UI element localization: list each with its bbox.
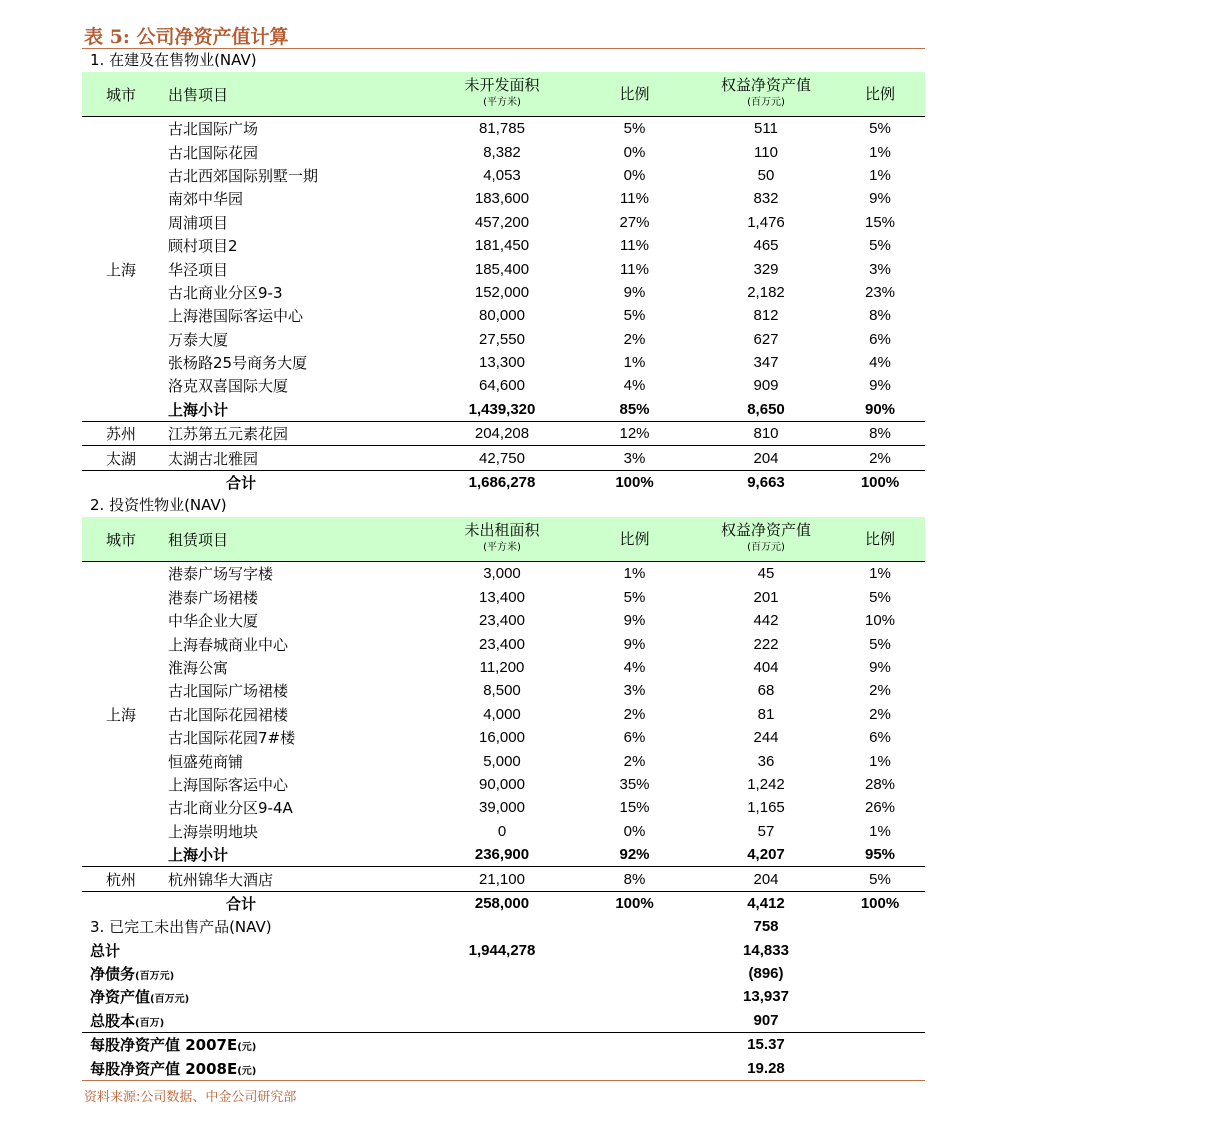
s1-area-value: 152,000 — [474, 283, 530, 301]
shares-value: 907 — [753, 1011, 779, 1029]
s1-table-row — [82, 281, 925, 304]
s2-header-city: 城市 — [82, 517, 160, 562]
s2-project-name: 上海崇明地块 — [168, 822, 259, 841]
s1-total-area-ratio: 100% — [572, 470, 697, 494]
s1-area-ratio: 4% — [623, 377, 646, 395]
s1-subtotal-row — [82, 398, 925, 422]
net-asset-label: 净资产值 — [90, 988, 151, 1007]
s2-area-value: 90,000 — [479, 775, 525, 793]
s1-area-value: 64,600 — [479, 377, 525, 395]
s2-project-name: 淮海公寓 — [168, 659, 229, 677]
s1-nav-value: 50 — [757, 166, 775, 184]
s2-area-ratio: 9% — [623, 635, 646, 653]
s2-table-row — [82, 820, 925, 843]
s1-area-value: 204,208 — [432, 422, 572, 446]
s2-header-nav — [697, 517, 835, 562]
s1-project-name: 华泾项目 — [168, 260, 229, 279]
net-asset-value: 13,937 — [743, 988, 789, 1006]
s2-area-ratio: 2% — [623, 752, 646, 770]
s2-area-value: 5,000 — [483, 752, 521, 770]
s2-city-cell: 杭州 — [82, 867, 160, 891]
s2-table-row — [82, 586, 925, 609]
s2-nav-ratio: 10% — [864, 612, 896, 630]
section3-nav: 758 — [753, 918, 779, 936]
total-row — [82, 939, 925, 962]
s1-project-name: 洛克双喜国际大厦 — [168, 377, 289, 396]
net-debt-row — [82, 962, 925, 985]
s2-area-ratio: 0% — [623, 822, 646, 840]
s2-area-ratio: 6% — [623, 729, 646, 747]
net-debt-value: (896) — [748, 965, 784, 983]
s2-header-row — [82, 517, 925, 562]
s2-project-name: 上海春城商业中心 — [168, 635, 289, 654]
s2-area-value: 3,000 — [483, 565, 521, 583]
s1-area-value: 183,600 — [474, 190, 530, 208]
s2-table-row — [82, 679, 925, 702]
nav-2008-row — [82, 1056, 925, 1080]
shares-row — [82, 1009, 925, 1033]
summary-table — [82, 915, 925, 1081]
s2-project-name: 古北商业分区9-4A — [168, 799, 293, 818]
s1-area-ratio: 3% — [572, 446, 697, 470]
s1-area-value: 80,000 — [479, 307, 525, 325]
s2-nav-ratio: 28% — [864, 775, 896, 793]
s2-project-name: 古北国际花园裙楼 — [168, 705, 289, 724]
s2-project-name: 港泰广场写字楼 — [168, 565, 274, 584]
nav-2008-unit: (元) — [237, 1065, 257, 1077]
s1-table-row — [82, 187, 925, 210]
s2-nav-ratio: 5% — [869, 635, 891, 653]
s1-project-name: 上海港国际客运中心 — [168, 307, 304, 326]
s2-area-ratio: 2% — [623, 705, 646, 723]
s2-total-empty — [82, 891, 160, 915]
s2-subtotal-area-ratio: 92% — [619, 846, 650, 864]
s1-city-cell: 太湖 — [82, 446, 160, 470]
s1-project-name: 太湖古北雅园 — [160, 446, 432, 470]
s2-header-ratio2: 比例 — [835, 517, 925, 562]
s2-nav-value: 36 — [757, 752, 775, 770]
s1-nav-value: 329 — [753, 260, 779, 278]
s2-nav-ratio: 9% — [869, 659, 891, 676]
table-title: 表 5: 公司净资产值计算 — [84, 26, 289, 48]
s2-nav-ratio: 26% — [864, 799, 896, 817]
s1-area-ratio: 2% — [623, 330, 646, 348]
s1-project-name: 古北国际广场 — [168, 120, 259, 139]
s2-project-name: 中华企业大厦 — [168, 612, 259, 631]
nav-2008-value: 19.28 — [747, 1059, 785, 1077]
s1-header-nav — [697, 72, 835, 117]
s2-area-ratio: 5% — [623, 588, 646, 606]
s1-nav-value: 204 — [697, 446, 835, 470]
s1-area-value: 42,750 — [432, 446, 572, 470]
s2-area-value: 21,100 — [432, 867, 572, 891]
s1-area-value: 27,550 — [479, 330, 525, 348]
s1-subtotal-label: 上海小计 — [168, 400, 229, 419]
s1-table-row — [82, 351, 925, 374]
s2-header-nav-unit: (百万元) — [747, 542, 785, 554]
s1-nav-ratio: 6% — [869, 330, 891, 348]
s2-header-ratio1: 比例 — [572, 517, 697, 562]
s1-area-value: 81,785 — [479, 120, 525, 138]
s2-header-project: 租赁项目 — [160, 517, 432, 562]
section2-table — [82, 517, 925, 915]
s1-total-label: 合计 — [160, 470, 432, 494]
s2-nav-value: 81 — [757, 705, 775, 723]
s2-area-ratio: 4% — [623, 659, 646, 676]
s1-nav-ratio: 4% — [869, 354, 891, 372]
s2-nav-value: 57 — [757, 822, 775, 840]
s1-table-row — [82, 446, 925, 470]
s1-header-city: 城市 — [82, 72, 160, 117]
s1-project-name: 古北商业分区9-3 — [168, 283, 283, 302]
s1-city-cell: 苏州 — [82, 422, 160, 446]
s2-area-value: 39,000 — [479, 799, 525, 817]
shares-unit: (百万) — [135, 1017, 165, 1029]
net-asset-unit: (百万元) — [150, 994, 190, 1006]
s1-nav-ratio: 1% — [869, 166, 891, 184]
s1-area-value: 13,300 — [479, 354, 525, 372]
s2-area-ratio: 35% — [619, 775, 650, 793]
s1-nav-value: 110 — [754, 143, 778, 161]
s1-project-name: 万泰大厦 — [168, 330, 229, 349]
s1-area-value: 181,450 — [474, 237, 530, 255]
s1-nav-ratio: 23% — [864, 283, 896, 301]
s1-table-row — [82, 422, 925, 446]
s1-nav-ratio: 8% — [869, 307, 891, 325]
s1-header-ratio2: 比例 — [835, 72, 925, 117]
s1-total-empty — [82, 470, 160, 494]
s1-table-row — [82, 328, 925, 351]
net-asset-row — [82, 985, 925, 1008]
s1-nav-ratio: 5% — [869, 120, 891, 138]
nav-2007-unit: (元) — [237, 1042, 257, 1054]
s2-nav-ratio: 5% — [835, 867, 925, 891]
total-nav: 14,833 — [743, 941, 789, 959]
s1-table-row — [82, 257, 925, 280]
s2-table-row — [82, 773, 925, 796]
s2-header-nav-label: 权益净资产值 — [720, 521, 811, 540]
s2-project-name: 上海国际客运中心 — [168, 775, 289, 794]
s1-subtotal-area-ratio: 85% — [619, 400, 650, 418]
s1-area-ratio: 11% — [620, 260, 649, 278]
s1-subtotal-area: 1,439,320 — [468, 400, 536, 418]
s1-area-ratio: 1% — [623, 354, 646, 372]
s2-nav-value: 244 — [753, 729, 779, 747]
nav-2007-value: 15.37 — [697, 1033, 835, 1057]
s1-project-name: 古北国际花园 — [168, 143, 259, 162]
s2-subtotal-area: 236,900 — [474, 846, 530, 864]
net-debt-unit: (百万元) — [135, 971, 175, 983]
s2-area-ratio: 8% — [572, 867, 697, 891]
nav-2007-row — [82, 1033, 925, 1057]
s1-nav-ratio: 3% — [869, 260, 891, 278]
s2-nav-value: 201 — [753, 588, 779, 606]
s1-nav-value: 347 — [753, 354, 779, 372]
s1-nav-value: 810 — [697, 422, 835, 446]
section3-row — [82, 915, 925, 938]
s2-project-name: 恒盛苑商铺 — [168, 752, 244, 771]
s1-area-ratio: 5% — [623, 307, 646, 325]
s2-area-value: 23,400 — [479, 635, 525, 653]
s2-table-row — [82, 796, 925, 819]
nav-2007-label: 每股净资产值 2007E — [90, 1036, 238, 1055]
s1-project-name: 江苏第五元素花园 — [160, 422, 432, 446]
s2-nav-value: 1,165 — [747, 799, 785, 817]
s2-nav-value: 1,242 — [747, 775, 785, 793]
s1-area-ratio: 0% — [623, 143, 646, 161]
s1-header-area-unit: (平方米) — [483, 97, 521, 108]
s1-table-row — [82, 234, 925, 257]
s2-table-row — [82, 749, 925, 772]
s1-area-ratio: 27% — [619, 213, 650, 231]
s2-nav-value: 68 — [757, 682, 775, 700]
s1-total-area: 1,686,278 — [432, 470, 572, 494]
s2-table-row — [82, 726, 925, 749]
s2-subtotal-row — [82, 843, 925, 867]
s2-header-area-unit: (平方米) — [483, 542, 521, 554]
s1-header-project: 出售项目 — [160, 72, 432, 117]
s1-nav-value: 627 — [753, 330, 779, 348]
s2-area-ratio: 15% — [619, 799, 650, 817]
s2-area-value: 0 — [497, 822, 507, 840]
s1-nav-value: 909 — [753, 377, 779, 395]
s1-table-row — [82, 211, 925, 234]
s1-header-nav-label: 权益净资产值 — [720, 76, 811, 94]
s2-total-nav: 4,412 — [697, 891, 835, 915]
s1-nav-value: 511 — [754, 120, 778, 138]
s2-table-row — [82, 562, 925, 586]
nav-2008-label: 每股净资产值 2008E — [90, 1059, 238, 1078]
section1-table — [82, 72, 925, 494]
s2-total-area: 258,000 — [432, 891, 572, 915]
nav-document — [82, 18, 925, 1105]
s2-table-row — [82, 609, 925, 632]
s1-area-value: 8,382 — [483, 143, 521, 161]
s1-area-ratio: 0% — [623, 166, 646, 184]
s1-area-value: 457,200 — [474, 213, 530, 231]
s2-nav-value: 204 — [697, 867, 835, 891]
section2-label: 2. 投资性物业(NAV) — [90, 496, 227, 515]
s1-table-row — [82, 140, 925, 163]
s2-total-area-ratio: 100% — [572, 891, 697, 915]
s1-nav-value: 465 — [753, 237, 779, 255]
s1-nav-ratio: 15% — [864, 213, 896, 231]
s2-area-ratio: 3% — [623, 682, 646, 700]
source-note: 资料来源:公司数据、中金公司研究部 — [84, 1090, 297, 1105]
total-label: 总计 — [90, 941, 121, 960]
s2-nav-value: 45 — [757, 565, 775, 583]
s1-area-ratio: 11% — [620, 237, 649, 255]
s2-nav-ratio: 6% — [869, 729, 891, 747]
s2-nav-ratio: 1% — [869, 565, 891, 583]
s1-total-nav-ratio: 100% — [835, 470, 925, 494]
s1-header-ratio1: 比例 — [572, 72, 697, 117]
s1-project-name: 南郊中华园 — [168, 190, 244, 209]
s1-header-row — [82, 72, 925, 117]
s2-nav-value: 404 — [753, 659, 779, 676]
s1-area-value: 4,053 — [483, 166, 521, 184]
s1-area-ratio: 11% — [620, 190, 649, 208]
s2-area-value: 23,400 — [479, 612, 525, 630]
s2-table-row — [82, 632, 925, 655]
s2-table-row — [82, 867, 925, 891]
s2-project-name: 杭州锦华大酒店 — [160, 867, 432, 891]
s2-area-value: 11,200 — [479, 659, 525, 676]
s2-header-area — [432, 517, 572, 562]
s1-table-row — [82, 117, 925, 141]
s1-nav-value: 832 — [753, 190, 779, 208]
s1-project-name: 张杨路25号商务大厦 — [168, 354, 308, 373]
s1-table-row — [82, 374, 925, 397]
s2-subtotal-nav: 4,207 — [747, 846, 785, 864]
shares-label: 总股本 — [90, 1011, 136, 1030]
s2-area-ratio: 1% — [623, 565, 646, 583]
s1-nav-ratio: 2% — [835, 446, 925, 470]
s1-total-nav: 9,663 — [697, 470, 835, 494]
s1-subtotal-nav: 8,650 — [747, 400, 785, 418]
s1-table-row — [82, 164, 925, 187]
s2-nav-ratio: 2% — [869, 682, 891, 700]
s1-nav-ratio: 1% — [869, 143, 891, 161]
s1-nav-ratio: 5% — [869, 237, 891, 255]
total-area: 1,944,278 — [468, 941, 536, 959]
s1-project-name: 古北西郊国际别墅一期 — [168, 166, 319, 185]
s1-nav-ratio: 8% — [835, 422, 925, 446]
s2-table-row — [82, 703, 925, 726]
s1-project-name: 周浦项目 — [168, 213, 229, 232]
s1-nav-ratio: 9% — [869, 377, 891, 395]
s1-city-cell: 上海 — [105, 260, 136, 279]
s1-nav-value: 2,182 — [747, 283, 785, 301]
net-debt-label: 净债务 — [90, 965, 136, 984]
s2-area-ratio: 9% — [623, 612, 646, 630]
s2-subtotal-label: 上海小计 — [168, 846, 229, 865]
s1-project-name: 顾村项目2 — [168, 237, 238, 256]
section1-label: 1. 在建及在售物业(NAV) — [90, 51, 257, 69]
s2-total-nav-ratio: 100% — [835, 891, 925, 915]
s2-nav-value: 442 — [753, 612, 779, 630]
s1-header-nav-unit: (百万元) — [747, 97, 785, 108]
s2-subtotal-nav-ratio: 95% — [864, 846, 896, 864]
s2-area-value: 13,400 — [479, 588, 525, 606]
s1-area-ratio: 5% — [623, 120, 646, 138]
s2-nav-ratio: 2% — [869, 705, 891, 723]
s2-nav-ratio: 1% — [869, 752, 891, 770]
s2-total-label: 合计 — [160, 891, 432, 915]
s2-nav-ratio: 5% — [869, 588, 891, 606]
s1-area-value: 185,400 — [474, 260, 530, 278]
s1-nav-value: 812 — [753, 307, 779, 325]
s2-nav-value: 222 — [753, 635, 779, 653]
s2-total-row — [82, 891, 925, 915]
s2-project-name: 古北国际花园7#楼 — [168, 729, 296, 748]
s1-table-row — [82, 304, 925, 327]
section3-label: 3. 已完工未出售产品(NAV) — [90, 918, 272, 937]
s1-area-ratio: 9% — [623, 283, 646, 301]
s2-city-cell: 上海 — [105, 705, 136, 724]
s2-project-name: 港泰广场裙楼 — [168, 588, 259, 607]
s2-area-value: 4,000 — [483, 705, 521, 723]
s1-nav-value: 1,476 — [747, 213, 785, 231]
table-title-bar — [82, 18, 925, 49]
s2-nav-ratio: 1% — [869, 822, 891, 840]
s1-header-area — [432, 72, 572, 117]
s1-subtotal-nav-ratio: 90% — [864, 400, 896, 418]
s1-header-area-label: 未开发面积 — [464, 76, 540, 94]
s2-area-value: 8,500 — [483, 682, 521, 700]
s2-table-row — [82, 656, 925, 679]
s1-area-ratio: 12% — [572, 422, 697, 446]
s2-header-area-label: 未出租面积 — [464, 521, 540, 540]
s2-project-name: 古北国际广场裙楼 — [168, 682, 289, 701]
s1-total-row — [82, 470, 925, 494]
s1-nav-ratio: 9% — [869, 190, 891, 208]
s2-area-value: 16,000 — [479, 729, 525, 747]
